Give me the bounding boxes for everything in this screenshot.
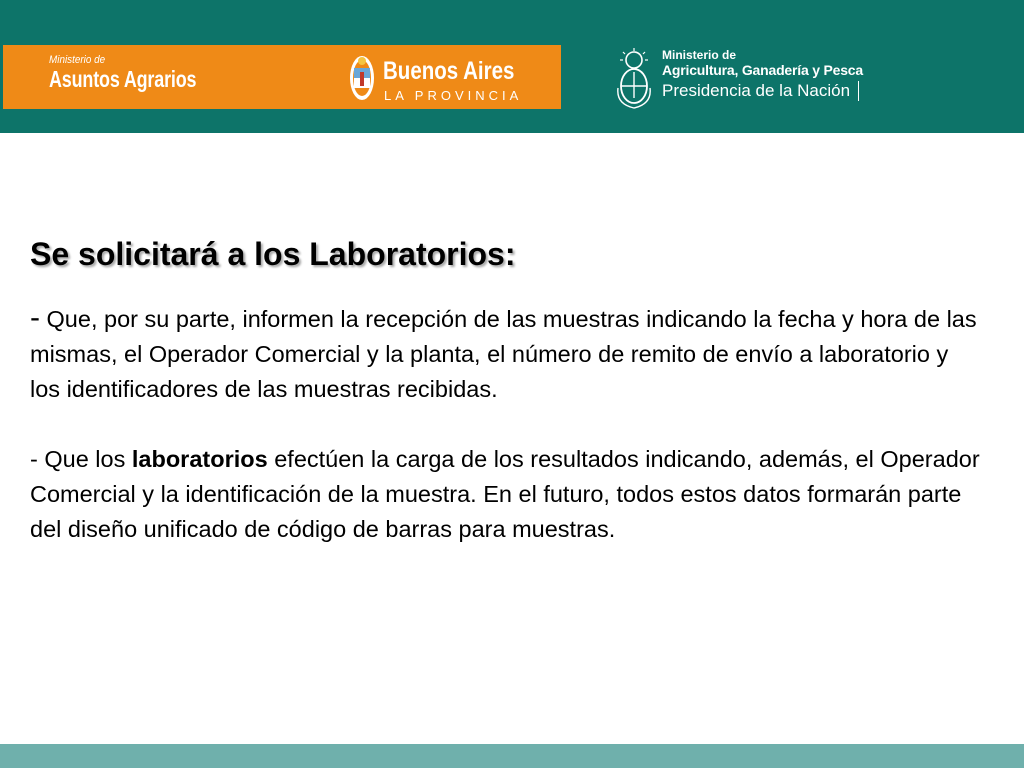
province-shield-icon bbox=[348, 52, 376, 104]
header-band bbox=[0, 0, 1024, 133]
province-name: Buenos Aires bbox=[383, 57, 515, 85]
national-shield-icon bbox=[614, 48, 654, 110]
paragraph-reception bbox=[30, 300, 980, 407]
paragraph-results-prefix: - Que los bbox=[30, 446, 132, 472]
province-logo-banner bbox=[3, 45, 561, 109]
province-subtitle: LA PROVINCIA bbox=[384, 88, 523, 103]
slide-content bbox=[30, 234, 980, 547]
ministry-name: Asuntos Agrarios bbox=[49, 66, 197, 92]
bullet-dash: - bbox=[30, 301, 40, 334]
national-ministry-label: Ministerio de bbox=[662, 48, 737, 62]
presidency-label: Presidencia de la Nación bbox=[662, 81, 859, 101]
paragraph-results bbox=[30, 442, 980, 547]
ministry-small-label: Ministerio de bbox=[49, 54, 106, 66]
national-ministry-logo bbox=[662, 48, 863, 101]
national-ministry-name: Agricultura, Ganadería y Pesca bbox=[662, 62, 863, 78]
footer-band bbox=[0, 744, 1024, 768]
paragraph-reception-text: Que, por su parte, informen la recepción de las muestras indicando la fecha y hora de las mismas, el Operador Comercial y la planta, el número de remito de envío a laboratorio y los identificadores de las muestras recibidas. bbox=[30, 306, 977, 402]
paragraph-results-bold: laboratorios bbox=[131, 446, 268, 472]
slide-title: Se solicitará a los Laboratorios: bbox=[30, 236, 516, 272]
paragraph-results-suffix: efectúen la carga de los resultados indicando, además, el Operador Comercial y la identificación de la muestra. En el futuro, todos estos datos formarán parte del diseño unificado de código de barras para muestras. bbox=[30, 446, 980, 542]
